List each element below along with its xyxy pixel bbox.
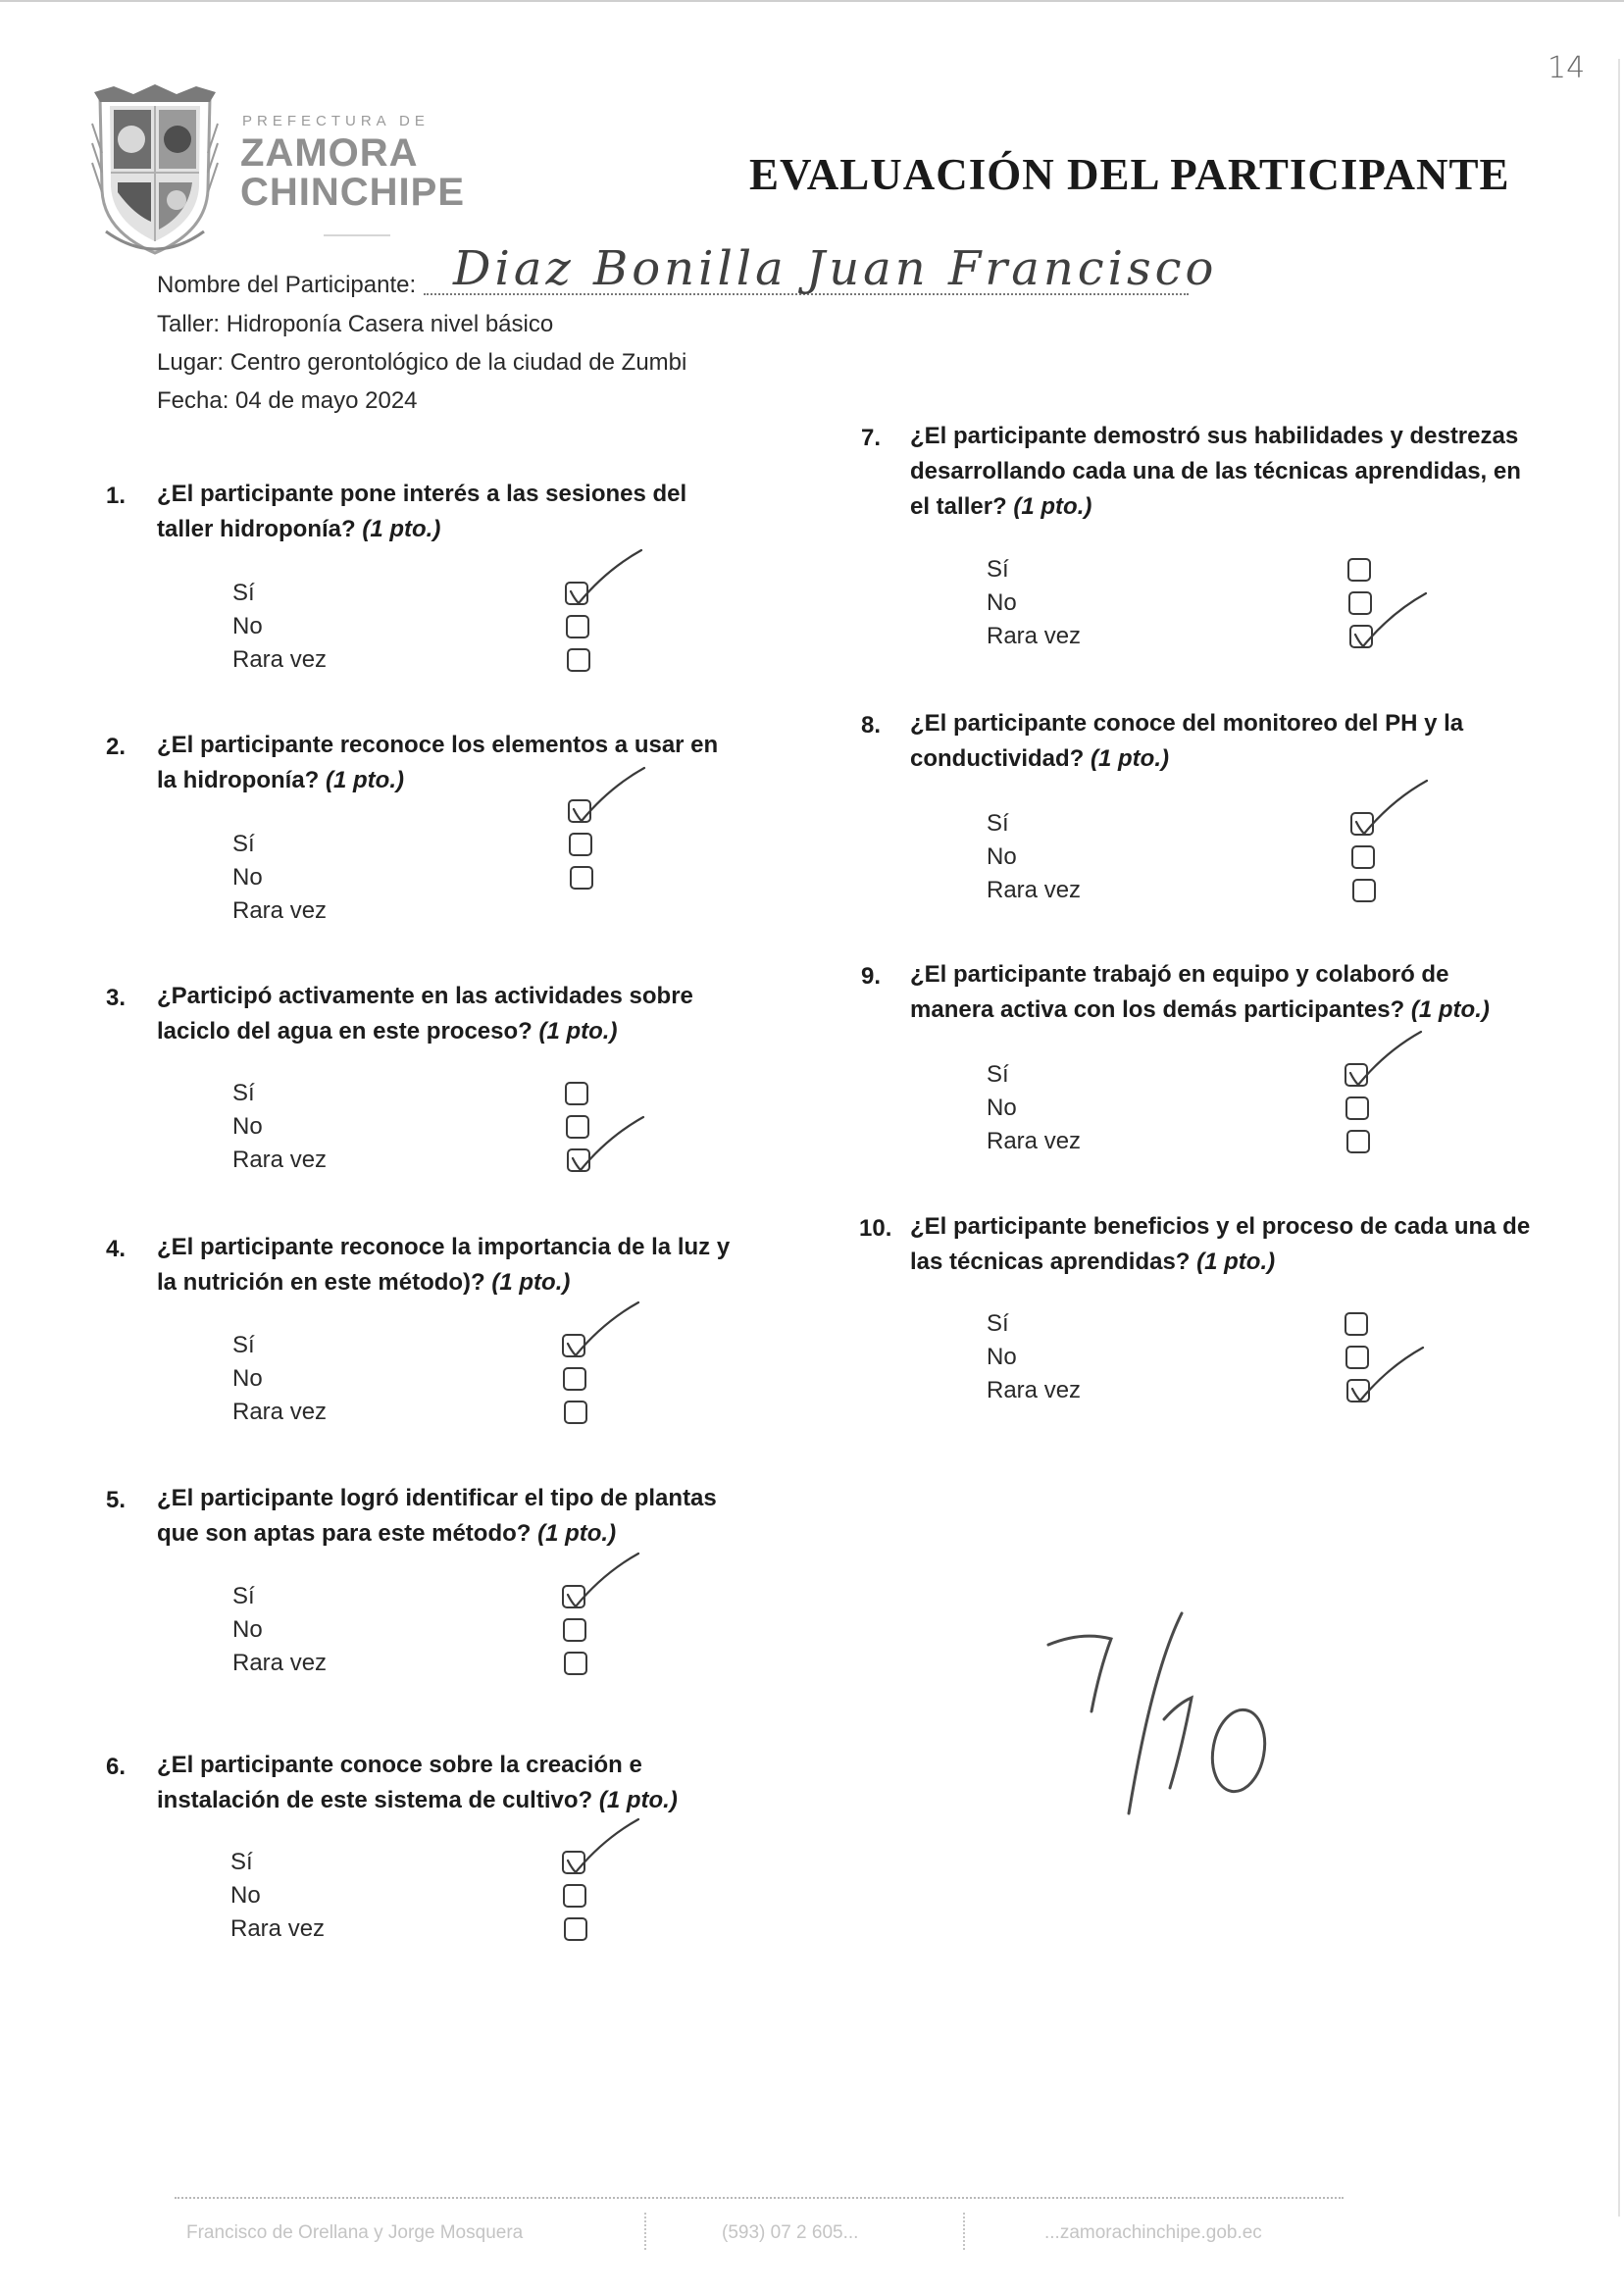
workshop-info: Taller: Hidroponía Casera nivel básico	[157, 311, 554, 337]
question-8-option-no-label: No	[987, 843, 1017, 870]
question-10-option-si-checkbox[interactable]	[1345, 1312, 1368, 1336]
logo-text-chinchipe: CHINCHIPE	[240, 171, 466, 214]
footer-separator	[644, 2213, 650, 2250]
page-number: 14	[1548, 51, 1586, 85]
question-9-option-rara-vez-checkbox[interactable]	[1346, 1130, 1370, 1153]
question-8-points: (1 pto.)	[1084, 745, 1169, 772]
question-2-option-no-label: No	[232, 864, 263, 891]
question-1-option-no-label: No	[232, 613, 263, 639]
question-2-text-line-2: la hidroponía? (1 pto.)	[157, 767, 404, 793]
question-6-option-rara-vez-label: Rara vez	[230, 1915, 326, 1942]
question-6-number: 6.	[106, 1754, 127, 1780]
question-7-checkmark	[1351, 591, 1440, 650]
question-1-text-line-2: taller hidroponía? (1 pto.)	[157, 516, 441, 542]
question-3-text-line-1: ¿Participó activamente en las actividades sobre	[157, 983, 693, 1009]
question-4-text-line-1: ¿El participante reconoce la importancia de la luz y	[157, 1234, 731, 1260]
question-4-option-no-label: No	[232, 1365, 263, 1392]
question-9-option-si-label: Sí	[987, 1061, 1009, 1088]
question-7-points: (1 pto.)	[1006, 493, 1092, 520]
question-9-text-line-1: ¿El participante trabajó en equipo y colaboró de	[910, 961, 1449, 988]
question-2-option-si-label: Sí	[232, 831, 255, 857]
question-9-number: 9.	[861, 963, 882, 990]
question-7-text-line-1: ¿El participante demostró sus habilidades y destrezas	[910, 423, 1519, 449]
logo-text-prefectura: PREFECTURA DE	[242, 113, 430, 129]
question-8-option-si-label: Sí	[987, 810, 1009, 837]
question-2-option-rara-vez-checkbox[interactable]	[570, 866, 593, 890]
question-6-checkmark	[564, 1817, 652, 1876]
question-6-option-no-label: No	[230, 1882, 261, 1909]
question-5-option-rara-vez-label: Rara vez	[232, 1650, 328, 1676]
question-8-text-line-2: conductividad? (1 pto.)	[910, 745, 1169, 772]
scan-edge-top	[0, 0, 1624, 2]
question-8-checkmark	[1352, 779, 1441, 838]
question-4-option-si-label: Sí	[232, 1332, 255, 1358]
question-5-text-line-2: que son aptas para este método? (1 pto.)	[157, 1520, 617, 1547]
footer-website: ...zamorachinchipe.gob.ec	[1044, 2222, 1262, 2243]
question-1-option-no-checkbox[interactable]	[566, 615, 589, 638]
question-7-option-si-label: Sí	[987, 556, 1009, 583]
question-4-number: 4.	[106, 1236, 127, 1262]
question-7-text-line-2: desarrollando cada una de las técnicas aprendidas, en	[910, 458, 1521, 484]
question-6-text-line-1: ¿El participante conoce sobre la creación e	[157, 1752, 642, 1778]
question-4-option-rara-vez-label: Rara vez	[232, 1399, 328, 1425]
question-2-checkmark	[570, 766, 658, 825]
question-10-checkmark	[1348, 1346, 1437, 1404]
question-6-option-rara-vez-checkbox[interactable]	[564, 1917, 587, 1941]
question-9-checkmark	[1346, 1030, 1435, 1089]
question-3-text-line-2: laciclo del agua en este proceso? (1 pto.)	[157, 1018, 618, 1045]
question-10-text-line-1: ¿El participante beneficios y el proceso de cada una de	[910, 1213, 1531, 1240]
question-3-number: 3.	[106, 985, 127, 1011]
question-9-option-no-checkbox[interactable]	[1345, 1096, 1369, 1120]
question-10-text-line-2: las técnicas aprendidas? (1 pto.)	[910, 1249, 1276, 1275]
question-4-text-line-2: la nutrición en este método)? (1 pto.)	[157, 1269, 571, 1296]
question-7-text-line-3: el taller? (1 pto.)	[910, 493, 1092, 520]
question-1-points: (1 pto.)	[355, 516, 441, 542]
question-5-option-no-checkbox[interactable]	[563, 1618, 586, 1642]
question-5-number: 5.	[106, 1487, 127, 1513]
question-5-points: (1 pto.)	[531, 1520, 617, 1547]
question-7-option-si-checkbox[interactable]	[1347, 558, 1371, 582]
question-1-checkmark	[567, 548, 655, 607]
question-5-option-rara-vez-checkbox[interactable]	[564, 1652, 587, 1675]
question-6-option-no-checkbox[interactable]	[563, 1884, 586, 1908]
question-8-number: 8.	[861, 712, 882, 739]
question-7-option-no-label: No	[987, 589, 1017, 616]
question-4-checkmark	[564, 1300, 652, 1359]
footer-separator	[963, 2213, 969, 2250]
question-4-option-rara-vez-checkbox[interactable]	[564, 1401, 587, 1424]
question-3-option-no-label: No	[232, 1113, 263, 1140]
question-1-number: 1.	[106, 483, 127, 509]
question-10-points: (1 pto.)	[1190, 1249, 1276, 1275]
question-5-text-line-1: ¿El participante logró identificar el tipo de plantas	[157, 1485, 717, 1511]
footer-address: Francisco de Orellana y Jorge Mosquera	[186, 2222, 524, 2243]
question-9-text-line-2: manera activa con los demás participantes? (1 pto.)	[910, 996, 1490, 1023]
prefectura-shield-logo	[90, 84, 220, 257]
question-10-number: 10.	[859, 1215, 892, 1242]
question-2-option-no-checkbox[interactable]	[569, 833, 592, 856]
question-7-number: 7.	[861, 425, 882, 451]
question-5-option-si-label: Sí	[232, 1583, 255, 1609]
question-3-option-si-checkbox[interactable]	[565, 1082, 588, 1105]
question-6-option-si-label: Sí	[230, 1849, 253, 1875]
question-10-option-si-label: Sí	[987, 1310, 1009, 1337]
question-1-option-rara-vez-label: Rara vez	[232, 646, 328, 673]
place-info: Lugar: Centro gerontológico de la ciudad de Zumbi	[157, 349, 687, 376]
question-8-option-rara-vez-label: Rara vez	[987, 877, 1082, 903]
question-2-text-line-1: ¿El participante reconoce los elementos a usar en	[157, 732, 719, 758]
question-1-text-line-1: ¿El participante pone interés a las sesiones del	[157, 481, 687, 507]
question-7-option-rara-vez-label: Rara vez	[987, 623, 1082, 649]
footer-phone: (593) 07 2 605...	[722, 2222, 859, 2243]
question-3-option-rara-vez-label: Rara vez	[232, 1147, 328, 1173]
question-1-option-si-label: Sí	[232, 580, 255, 606]
question-8-text-line-1: ¿El participante conoce del monitoreo del PH y la	[910, 710, 1464, 737]
logo-divider	[324, 234, 390, 236]
footer-divider	[175, 2197, 1344, 2199]
question-10-option-rara-vez-label: Rara vez	[987, 1377, 1082, 1403]
logo-text-zamora: ZAMORA	[240, 131, 419, 175]
scan-edge-right	[1618, 59, 1620, 2217]
question-6-text-line-2: instalación de este sistema de cultivo? (1 pto.)	[157, 1787, 678, 1813]
question-2-points: (1 pto.)	[319, 767, 404, 793]
date-info: Fecha: 04 de mayo 2024	[157, 387, 418, 414]
question-9-option-rara-vez-label: Rara vez	[987, 1128, 1082, 1154]
question-2-option-rara-vez-label: Rara vez	[232, 897, 328, 924]
question-3-points: (1 pto.)	[532, 1018, 618, 1045]
question-3-option-si-label: Sí	[232, 1080, 255, 1106]
question-10-option-no-label: No	[987, 1344, 1017, 1370]
question-1-option-rara-vez-checkbox[interactable]	[567, 648, 590, 672]
question-4-points: (1 pto.)	[484, 1269, 571, 1296]
participant-name-label: Nombre del Participante:	[157, 272, 417, 298]
question-9-option-no-label: No	[987, 1095, 1017, 1121]
question-8-option-no-checkbox[interactable]	[1351, 845, 1375, 869]
question-4-option-no-checkbox[interactable]	[563, 1367, 586, 1391]
participant-name-handwritten: Diaz Bonilla Juan Francisco	[453, 241, 1218, 296]
question-3-checkmark	[569, 1115, 657, 1174]
question-2-number: 2.	[106, 734, 127, 760]
question-6-points: (1 pto.)	[592, 1787, 678, 1813]
question-8-option-rara-vez-checkbox[interactable]	[1352, 879, 1376, 902]
handwritten-score	[1035, 1604, 1290, 1819]
question-9-points: (1 pto.)	[1404, 996, 1490, 1023]
document-title: EVALUACIÓN DEL PARTICIPANTE	[749, 150, 1510, 199]
question-5-option-no-label: No	[232, 1616, 263, 1643]
question-5-checkmark	[564, 1552, 652, 1610]
